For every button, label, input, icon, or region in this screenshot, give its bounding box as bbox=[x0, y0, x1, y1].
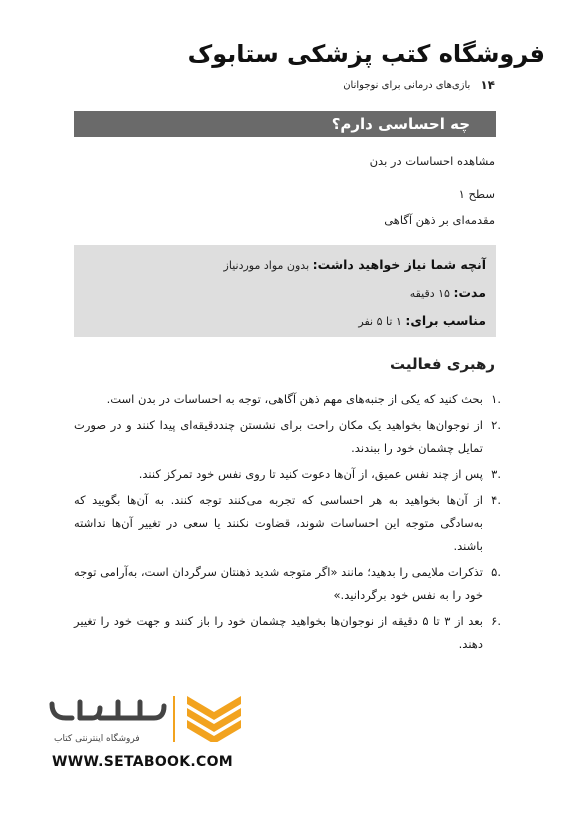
site-title: فروشگاه کتب پزشکی ستابوک bbox=[187, 40, 545, 68]
section-title: چه احساسی دارم؟ bbox=[74, 111, 496, 137]
step-number: .۲ bbox=[491, 418, 501, 432]
info-duration bbox=[74, 281, 486, 309]
running-title: بازی‌های درمانی برای نوجوانان bbox=[343, 79, 471, 91]
step-number: .۳ bbox=[491, 467, 501, 481]
activity-title: رهبری فعالیت bbox=[389, 355, 495, 373]
list-item bbox=[74, 561, 501, 607]
step-number: .۱ bbox=[491, 392, 501, 406]
step-number: .۵ bbox=[491, 565, 501, 579]
step-text: از نوجوان‌ها بخواهید یک مکان راحت برای نشستن چنددقیقه‌ای پیدا کنند و در صورت تمایل چشمان خود را ببندند. bbox=[74, 418, 483, 455]
list-item bbox=[74, 414, 501, 460]
logo-url: WWW.SETABOOK.COM bbox=[52, 754, 233, 770]
duration-value: ۱۵ دقیقه bbox=[409, 287, 450, 300]
suitable-value: ۱ تا ۵ نفر bbox=[358, 315, 402, 328]
step-text: بحث کنید که یکی از جنبه‌های مهم ذهن آگاهی، توجه به احساسات در بدن است. bbox=[106, 392, 483, 406]
list-item bbox=[74, 388, 501, 411]
need-value: بدون مواد موردنیاز bbox=[223, 259, 310, 272]
step-text: بعد از ۳ تا ۵ دقیقه از نوجوان‌ها بخواهید چشمان خود را باز کنند و جهت خود را تغییر دهند. bbox=[74, 614, 483, 651]
list-item bbox=[74, 463, 501, 486]
logo-wordmark-icon bbox=[46, 690, 176, 738]
setabook-logo bbox=[30, 690, 250, 780]
duration-label: مدت: bbox=[453, 285, 486, 300]
step-number: .۶ bbox=[491, 614, 501, 628]
level-text: سطح ۱ bbox=[458, 187, 495, 201]
logo-subtitle: فروشگاه اینترنتی کتاب bbox=[54, 734, 140, 744]
steps-list bbox=[74, 388, 501, 659]
page-number: ۱۴ bbox=[480, 78, 495, 92]
suitable-label: مناسب برای: bbox=[405, 313, 486, 328]
book-stack-icon bbox=[185, 690, 243, 742]
step-number: .۴ bbox=[491, 493, 501, 507]
level-description: مقدمه‌ای بر ذهن آگاهی bbox=[384, 213, 495, 227]
list-item bbox=[74, 489, 501, 558]
step-text: از آن‌ها بخواهید به هر احساسی که تجربه می‌کنند توجه کنند. به آن‌ها بگویید که به‌سادگی متوجه این احساسات شوند، قضاوت نکنند یا سعی در تغییر آن‌ها نداشته باشند. bbox=[74, 493, 483, 553]
list-item bbox=[74, 610, 501, 656]
logo-divider bbox=[173, 696, 175, 742]
need-label: آنچه شما نیاز خواهید داشت: bbox=[312, 257, 486, 272]
page-header bbox=[343, 78, 495, 92]
intro-text: مشاهده احساسات در بدن bbox=[369, 154, 495, 168]
info-need bbox=[74, 253, 486, 281]
info-suitable bbox=[74, 309, 486, 337]
step-text: تذکرات ملایمی را بدهید؛ مانند «اگر متوجه شدید ذهنتان سرگردان است، به‌آرامی توجه خود را به نفس خود برگردانید.» bbox=[74, 565, 483, 602]
step-text: پس از چند نفس عمیق، از آن‌ها دعوت کنید تا روی نفس خود تمرکز کنند. bbox=[138, 467, 483, 481]
info-box bbox=[74, 245, 496, 337]
